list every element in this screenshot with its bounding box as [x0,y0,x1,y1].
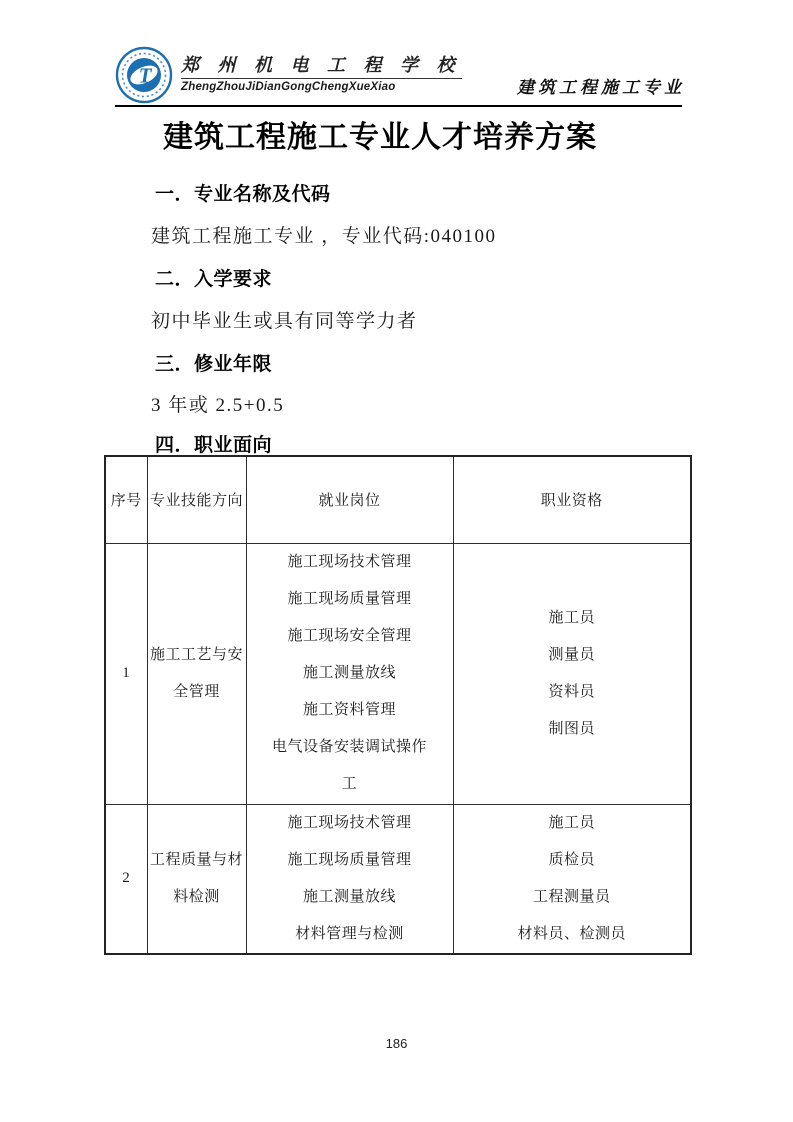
section-body-major-name-code: 建筑工程施工专业 ，专业代码:040100 [151,226,497,247]
cell-job-positions [246,543,453,804]
job-item: 施工资料管理 [302,702,396,718]
col-header-job-positions: 就业岗位 [246,456,453,543]
job-item: 施工测量放线 [302,665,396,681]
svg-text:T: T [138,63,152,88]
table-header-row [105,456,691,543]
qualification-item: 施工员 [548,814,595,831]
cell-job-positions [246,804,453,954]
school-name-block [181,55,462,95]
job-item: 施工现场技术管理 [287,554,412,570]
job-item: 施工现场技术管理 [287,814,412,831]
header-program-name: 建筑工程施工专业 [517,78,685,97]
page-header [115,44,685,106]
page-title: 建筑工程施工专业人才培养方案 [163,121,597,154]
section-heading-study-period: 三．修业年限 [155,354,273,375]
section-heading-major-name-code: 一．专业名称及代码 [155,184,331,205]
section-body-study-period: 3 年或 2.5+0.5 [151,395,285,416]
school-brand [115,46,462,104]
school-pinyin: ZhengZhouJiDianGongChengXueXiao [181,81,396,93]
section-heading-career-orientation: 四．职业面向 [155,435,273,456]
job-item: 施工现场安全管理 [287,628,412,644]
col-header-skill-direction: 专业技能方向 [147,456,246,543]
col-header-qualifications: 职业资格 [453,456,691,543]
qualification-item: 资料员 [548,683,595,700]
cell-skill-direction [147,804,246,954]
skill-direction-text: 工程质量与材料检测 [149,851,243,905]
school-name: 郑 州 机 电 工 程 学 校 [181,55,462,79]
career-orientation-table [104,455,692,955]
qualification-item: 质检员 [548,851,595,868]
qualification-item: 施工员 [548,609,595,626]
job-item: 施工测量放线 [302,888,396,905]
job-item: 电气设备安装调试操作工 [271,739,427,792]
cell-qualifications [453,543,691,804]
col-header-index: 序号 [105,456,147,543]
school-logo-icon [115,46,173,104]
job-item: 材料管理与检测 [295,925,404,942]
job-item: 施工现场质量管理 [287,851,412,868]
qualification-item: 制图员 [548,720,595,737]
qualification-item: 测量员 [548,646,595,663]
table-row [105,543,691,804]
cell-qualifications [453,804,691,954]
cell-skill-direction [147,543,246,804]
page-number: 186 [385,1036,408,1051]
skill-direction-text: 施工工艺与安全管理 [149,646,243,700]
job-item: 施工现场质量管理 [287,591,412,607]
qualification-item: 工程测量员 [532,888,611,905]
section-heading-admission: 二．入学要求 [155,269,273,290]
qualification-item: 材料员、检测员 [517,925,626,942]
section-body-admission: 初中毕业生或具有同等学力者 [151,311,418,332]
cell-index: 2 [105,804,147,954]
cell-index: 1 [105,543,147,804]
header-divider [115,105,682,107]
table-row [105,804,691,954]
